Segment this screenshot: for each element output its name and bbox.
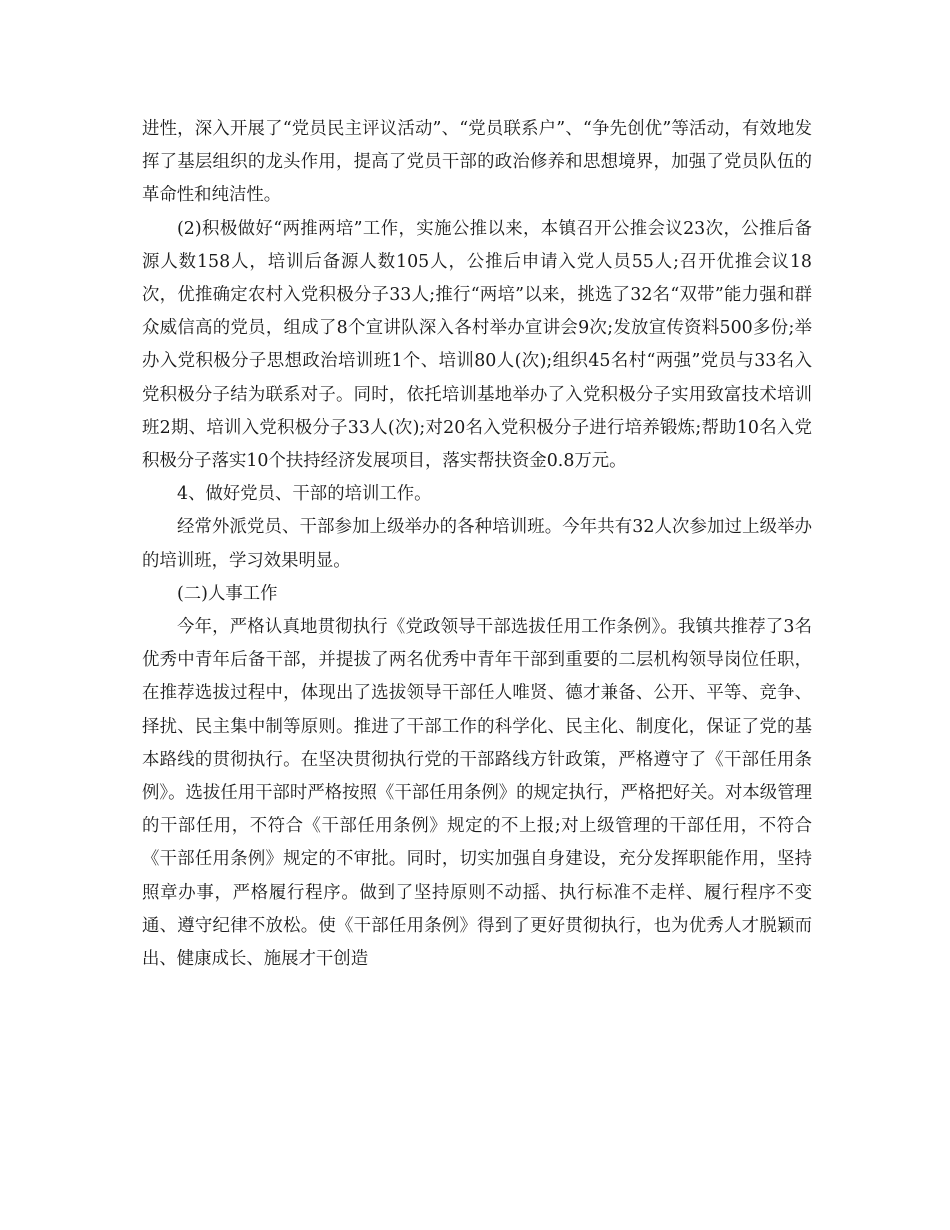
section-heading-training: 4、做好党员、干部的培训工作。 [177, 484, 432, 505]
paragraph-two-push-two-train: (2)积极做好“两推两培”工作，实施公推以来，本镇召开公推会议23次，公推后备源人数158人，培训后备源人数105人，公推后申请入党人员55人;召开优推会议18次，优推确定农村入党积极分子33人;推行“两培”以来，挑选了32名“双带”能力强和群众威信高的党员，组成了8个宣讲队深入各村举办宣讲会9次;发放宣传资料500多份;举办入党积极分子思想政治培训班1个、培训80人(次);组织45名村“两强”党员与33名入党积极分子结为联系对子。同时，依托培训基地举办了入党积极分子实用致富技术培训班2期、培训入党积极分子33人(次);对20名入党积极分子进行培养锻炼;帮助10名入党积极分子落实10个扶持经济发展项目，落实帮扶资金0.8万元。 [142, 218, 812, 472]
paragraph-continuation: 进性，深入开展了“党员民主评议活动”、“党员联系户”、“争先创优”等活动，有效地发挥了基层组织的龙头作用，提高了党员干部的政治修养和思想境界，加强了党员队伍的革命性和纯洁性。 [142, 119, 812, 206]
section-heading-personnel: (二)人事工作 [177, 583, 278, 604]
document-body [142, 113, 812, 976]
paragraph-personnel: 今年，严格认真地贯彻执行《党政领导干部选拔任用工作条例》。我镇共推荐了3名优秀中青年后备干部，并提拔了两名优秀中青年干部到重要的二层机构领导岗位任职，在推荐选拔过程中，体现出了选拔领导干部任人唯贤、德才兼备、公开、平等、竞争、择扰、民主集中制等原则。推进了干部工作的科学化、民主化、制度化，保证了党的基本路线的贯彻执行。在坚决贯彻执行党的干部路线方针政策，严格遵守了《干部任用条例》。选拔任用干部时严格按照《干部任用条例》的规定执行，严格把好关。对本级管理的干部任用，不符合《干部任用条例》规定的不上报;对上级管理的干部任用，不符合《干部任用条例》规定的不审批。同时，切实加强自身建设，充分发挥职能作用，坚持照章办事，严格履行程序。做到了坚持原则不动摇、执行标准不走样、履行程序不变通、遵守纪律不放松。使《干部任用条例》得到了更好贯彻执行，也为优秀人才脱颖而出、健康成长、施展才干创造 [142, 617, 812, 970]
paragraph-training: 经常外派党员、干部参加上级举办的各种培训班。今年共有32人次参加过上级举办的培训班，学习效果明显。 [142, 517, 812, 571]
